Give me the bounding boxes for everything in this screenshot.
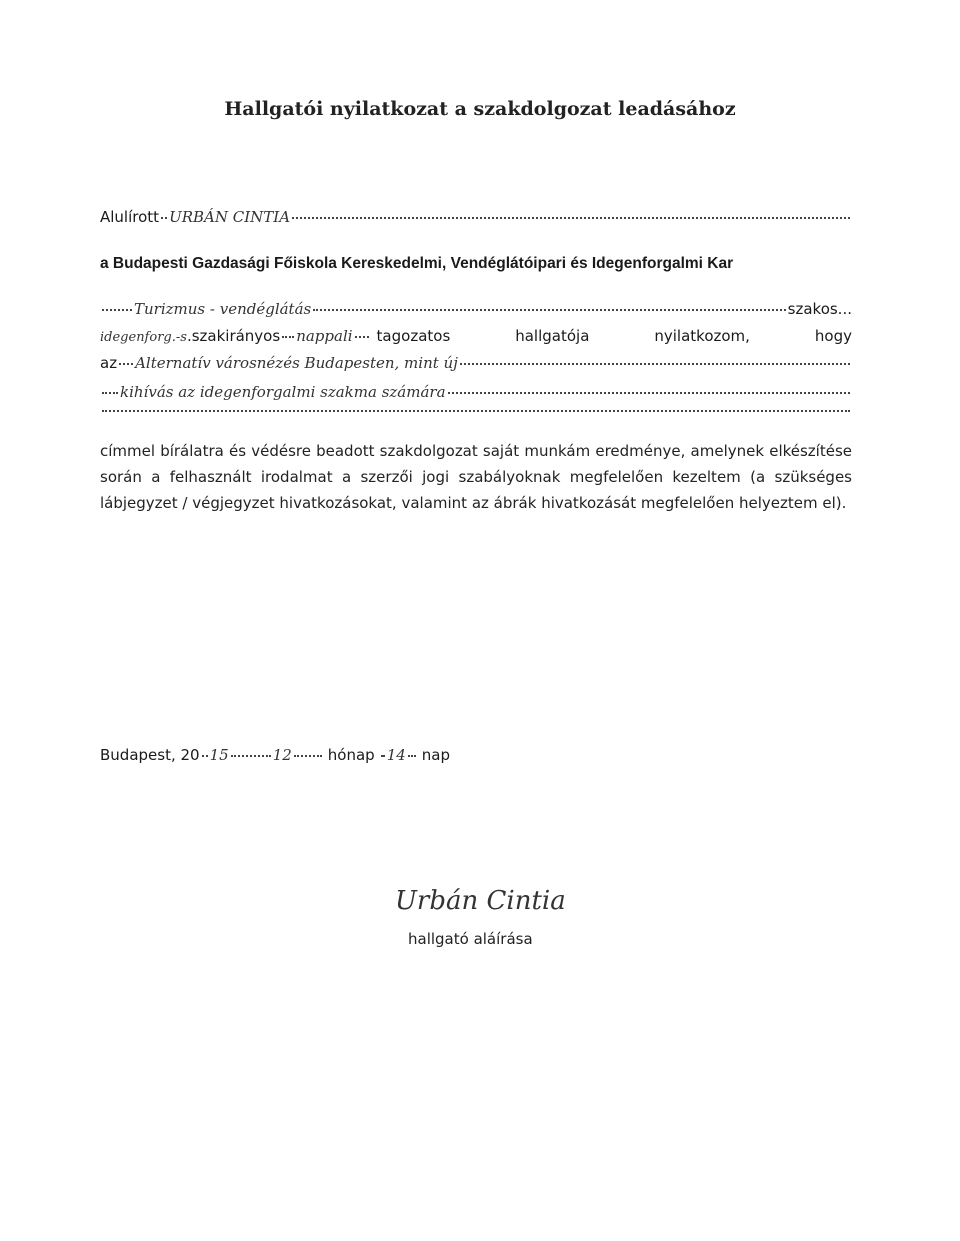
signature-label: hallgató aláírása xyxy=(408,930,533,948)
thesis-title-prefix: az xyxy=(100,354,118,372)
thesis-title-handwritten-2: kihívás az idegenforgalmi szakma számára xyxy=(120,383,446,401)
undersigned-label: Alulírott xyxy=(100,208,160,226)
thesis-title-line-1 xyxy=(100,354,852,372)
blank-dotted-line xyxy=(100,412,852,415)
student-name-handwritten: URBÁN CINTIA xyxy=(169,208,291,226)
dotted-leader xyxy=(460,362,850,365)
dotted-leader xyxy=(161,216,167,219)
major-line xyxy=(100,300,852,318)
declaration-body: címmel bírálatra és védésre beadott szakdolgozat saját munkám eredménye, amelynek elkészítése során a felhasznált irodalmat a szerzői jogi szabályoknak megfelelően kezeltem (a szükséges lábjegyzet / végjegyzet hivatkozásokat, valamint az ábrák hivatkozását megfelelően helyeztem el). xyxy=(100,442,852,512)
specialization-line xyxy=(100,327,852,345)
dotted-leader xyxy=(313,308,785,311)
dotted-leader xyxy=(202,754,208,757)
dotted-leader xyxy=(408,754,416,757)
dotted-leader xyxy=(294,754,322,757)
month-label: hónap xyxy=(327,746,375,764)
date-day-handwritten: 14 xyxy=(386,746,406,764)
specialization-handwritten: idegenforg.-s xyxy=(100,330,187,345)
dotted-leader xyxy=(381,754,385,757)
dotted-leader xyxy=(448,391,850,394)
thesis-title-line-2 xyxy=(100,383,852,401)
specialization-label: .szakirányos xyxy=(186,327,281,345)
student-signature: Urbán Cintia xyxy=(395,886,566,916)
thesis-title-handwritten-1: Alternatív városnézés Budapesten, mint új xyxy=(135,354,458,372)
date-year-handwritten: 15 xyxy=(209,746,229,764)
date-month-handwritten: 12 xyxy=(272,746,292,764)
dotted-leader xyxy=(282,335,294,338)
dotted-leader xyxy=(102,391,118,394)
date-line xyxy=(100,746,450,764)
dotted-leader xyxy=(102,409,850,412)
major-handwritten: Turizmus - vendéglátás xyxy=(134,300,312,318)
dotted-leader xyxy=(102,308,132,311)
institution-line xyxy=(100,255,852,273)
dotted-leader xyxy=(119,362,133,365)
document-title: Hallgatói nyilatkozat a szakdolgozat leadásához xyxy=(224,98,736,120)
dotted-leader xyxy=(292,216,850,219)
study-mode-handwritten: nappali xyxy=(296,327,353,345)
dotted-leader xyxy=(231,754,271,757)
date-place: Budapest, 20 xyxy=(100,746,200,764)
major-suffix: szakos... xyxy=(787,300,852,318)
day-label: nap xyxy=(421,746,451,764)
institution-text: a Budapesti Gazdasági Főiskola Kereskedelmi, Vendéglátóipari és Idegenforgalmi Kar xyxy=(100,255,734,272)
student-name-line xyxy=(100,208,852,226)
declaration-intro: tagozatos hallgatója nyilatkozom, hogy xyxy=(376,327,852,345)
dotted-leader xyxy=(355,335,369,338)
